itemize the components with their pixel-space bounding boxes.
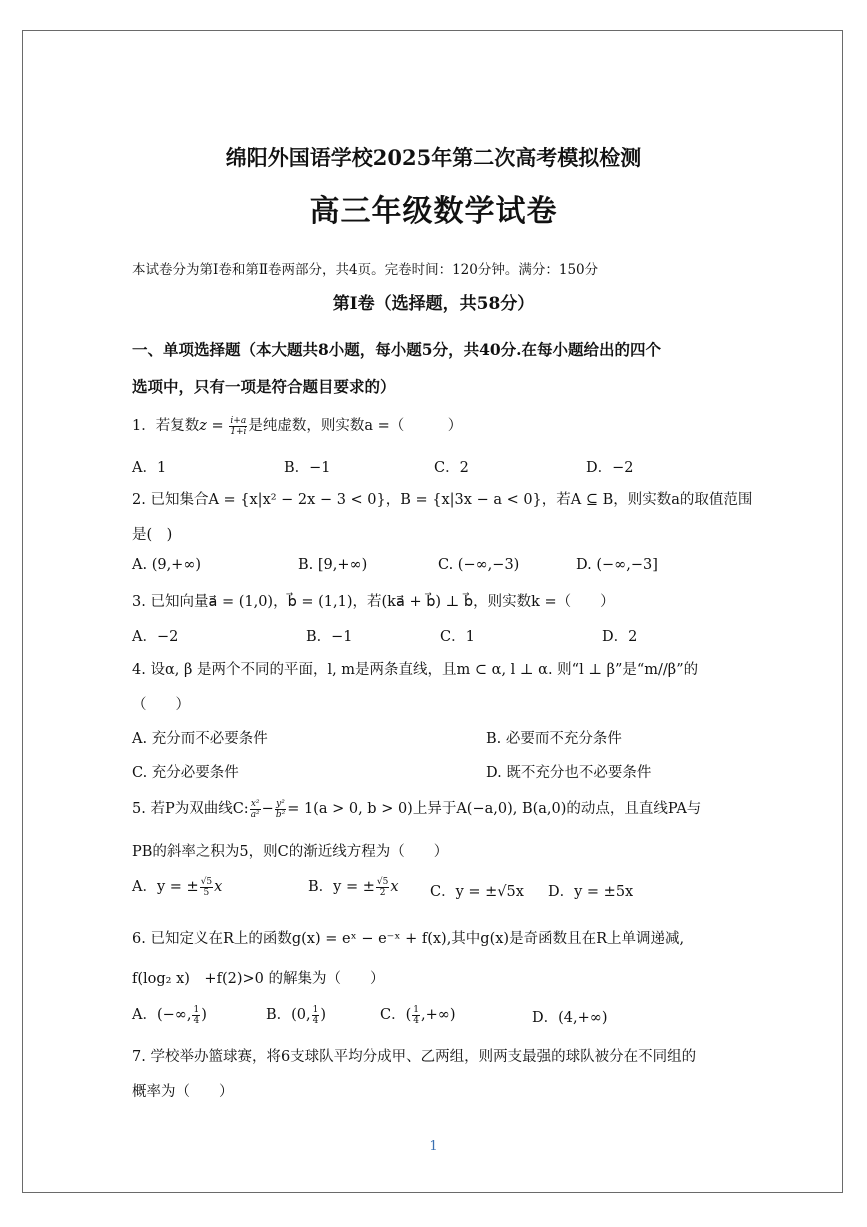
fraction: $\frac{√5}{2}$ — [376, 876, 389, 898]
q6-option-a: A．(−∞, $\frac{1}{4}$ ) — [132, 1004, 207, 1026]
page-number: 1 — [429, 1139, 438, 1154]
fraction: $\frac{i+a}{1+i}$ — [230, 415, 247, 437]
q3-option-b: B．−1 — [306, 629, 353, 645]
question-7-line2: 概率为（ ） — [132, 1084, 234, 1100]
q4-option-d: D. 既不充分也不必要条件 — [486, 765, 652, 781]
question-2-line2: 是( ) — [132, 527, 173, 543]
question-1: 1．若复数z = $\frac{i+a}{1+i}$ 是纯虚数，则实数a =（ ） — [132, 415, 463, 437]
section-heading-line2: 选项中，只有一项是符合题目要求的） — [132, 377, 396, 396]
q5-option-b: B．y = ± $\frac{√5}{2}$ x — [308, 876, 399, 898]
question-6-line1: 6. 已知定义在R上的函数g(x) = eˣ − e⁻ˣ + f(x),其中g(x)是奇函数且在R上单调递减, — [132, 931, 685, 947]
q6-option-b: B．(0, $\frac{1}{4}$ ) — [266, 1004, 327, 1026]
q4-option-c: C. 充分必要条件 — [132, 765, 239, 781]
question-5-line2: PB的斜率之积为5，则C的渐近线方程为（ ） — [132, 844, 449, 860]
fraction: $\frac{\text{y²}}{\text{b²}}$ — [275, 798, 286, 820]
q4-option-a: A. 充分而不必要条件 — [132, 731, 268, 747]
fraction: $\frac{1}{4}$ — [312, 1004, 319, 1026]
q2-option-b: B. [9,+∞) — [298, 557, 368, 573]
fraction: $\frac{1}{4}$ — [413, 1004, 419, 1026]
question-5-line1: 5. 若P为双曲线C: $\frac{\text{x²}}{\text{a²}}$ − $\frac{\text{y²}}{\text{b²}}$ = 1(a > 0, b > 0)上异于A(−a,0), B(a,0)的动点，且直线PA与 — [132, 798, 702, 820]
q3-option-a: A．−2 — [132, 629, 179, 645]
q3-option-c: C．1 — [440, 629, 475, 645]
q5-option-d: D．y = ±5x — [548, 884, 634, 900]
question-3: 3. 已知向量a⃗ = (1,0)，b⃗ = (1,1)，若(ka⃗ + b⃗) ⊥ b⃗，则实数k =（ ） — [132, 594, 615, 610]
q2-option-a: A. (9,+∞) — [132, 557, 202, 573]
fraction: $\frac{1}{4}$ — [193, 1004, 200, 1026]
q1-option-b: B．−1 — [284, 460, 331, 476]
q1-option-c: C．2 — [434, 460, 469, 476]
q2-option-c: C. (−∞,−3) — [438, 557, 520, 573]
q6-option-c: C．( $\frac{1}{4}$ ,+∞) — [380, 1004, 456, 1026]
section-heading-line1: 一、单项选择题（本大题共8小题，每小题5分，共40分.在每小题给出的四个 — [132, 340, 662, 359]
q1-option-a: A．1 — [132, 460, 167, 476]
q3-option-d: D．2 — [602, 629, 638, 645]
question-4-line2: （ ） — [132, 697, 190, 713]
exam-school-title: 绵阳外国语学校2025年第二次高考模拟检测 — [225, 145, 642, 170]
q6-option-d: D．(4,+∞) — [532, 1010, 608, 1026]
exam-subject-title: 高三年级数学试卷 — [309, 194, 558, 229]
exam-intro: 本试卷分为第Ⅰ卷和第Ⅱ卷两部分，共4页。完卷时间：120分钟。满分：150分 — [132, 262, 599, 278]
question-6-line2: f(log₂ x) +f(2)>0 的解集为（ ） — [132, 971, 385, 987]
q5-option-c: C．y = ±√5x — [430, 884, 524, 900]
question-2-line1: 2. 已知集合A = {x|x² − 2x − 3 < 0}，B = {x|3x − a < 0}，若A ⊆ B，则实数a的取值范围 — [132, 492, 753, 508]
question-4-line1: 4. 设α, β 是两个不同的平面，l, m是两条直线，且m ⊂ α, l ⊥ α. 则“l ⊥ β”是“m//β”的 — [132, 662, 699, 678]
part-title: 第Ⅰ卷（选择题，共58分） — [332, 294, 535, 314]
q2-option-d: D. (−∞,−3] — [576, 557, 658, 573]
question-7-line1: 7. 学校举办篮球赛，将6支球队平均分成甲、乙两组，则两支最强的球队被分在不同组的 — [132, 1049, 697, 1065]
fraction: $\frac{√5}{5}$ — [200, 876, 213, 898]
q5-option-a: A．y = ± $\frac{√5}{5}$ x — [132, 876, 223, 898]
q1-option-d: D．−2 — [586, 460, 634, 476]
fraction: $\frac{\text{x²}}{\text{a²}}$ — [250, 798, 260, 820]
q4-option-b: B. 必要而不充分条件 — [486, 731, 622, 747]
